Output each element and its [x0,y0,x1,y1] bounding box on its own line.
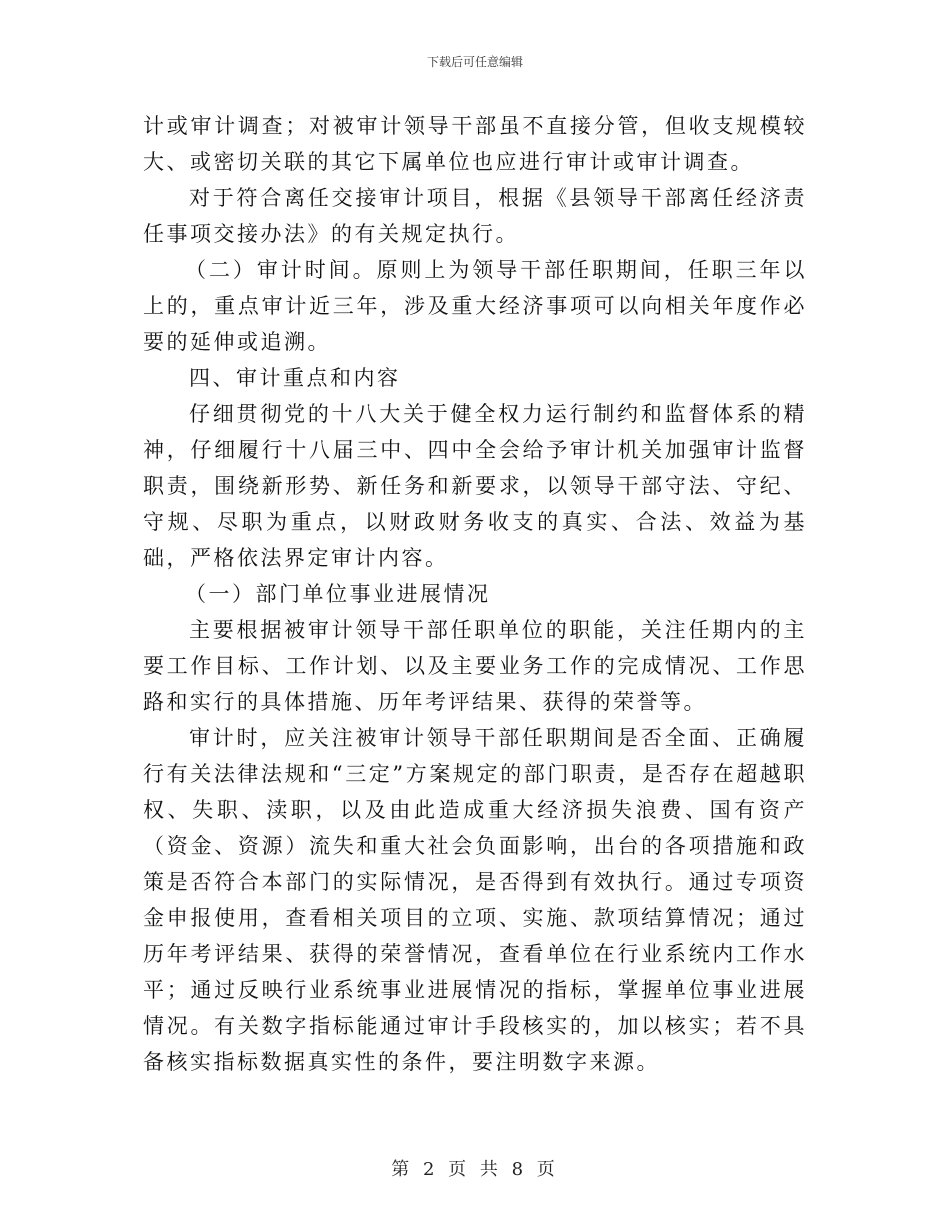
document-body [143,108,807,1080]
page-header-note: 下载后可任意编辑 [426,55,523,69]
page-number: 第 2 页 共 8 页 [391,1159,559,1180]
paragraph-handover-audit: 对于符合离任交接审计项目，根据《县领导干部离任经济责任事项交接办法》的有关规定执行。 [143,186,807,246]
paragraph-dept-progress: 主要根据被审计领导干部任职单位的职能，关注任期内的主要工作目标、工作计划、以及主要业务工作的完成情况、工作思路和实行的具体措施、历年考评结果、获得的荣誉等。 [143,618,807,714]
paragraph-audit-time: （二）审计时间。原则上为领导干部任职期间，任职三年以上的，重点审计近三年，涉及重大经济事项可以向相关年度作必要的延伸或追溯。 [143,258,807,354]
paragraph-continuation: 计或审计调查；对被审计领导干部虽不直接分管，但收支规模较大、或密切关联的其它下属单位也应进行审计或审计调查。 [143,114,807,174]
subsection-heading-dept-progress: （一）部门单位事业进展情况 [185,582,491,606]
paragraph-audit-focus: 仔细贯彻党的十八大关于健全权力运行制约和监督体系的精神，仔细履行十八届三中、四中全会给予审计机关加强审计监督职责，围绕新形势、新任务和新要求，以领导干部守法、守纪、守规、尽职为重点，以财政财务收支的真实、合法、效益为基础，严格依法界定审计内容。 [143,402,807,570]
paragraph-audit-attention: 审计时，应关注被审计领导干部任职期间是否全面、正确履行有关法律法规和“三定”方案规定的部门职责，是否存在超越职权、失职、渎职，以及由此造成重大经济损失浪费、国有资产（资金、资源）流失和重大社会负面影响，出台的各项措施和政策是否符合本部门的实际情况，是否得到有效执行。通过专项资金申报使用，查看相关项目的立项、实施、款项结算情况；通过历年考评结果、获得的荣誉情况，查看单位在行业系统内工作水平；通过反映行业系统事业进展情况的指标，掌握单位事业进展情况。有关数字指标能通过审计手段核实的，加以核实；若不具备核实指标数据真实性的条件，要注明数字来源。 [143,726,807,1074]
section-heading-audit-focus: 四、审计重点和内容 [189,366,401,390]
